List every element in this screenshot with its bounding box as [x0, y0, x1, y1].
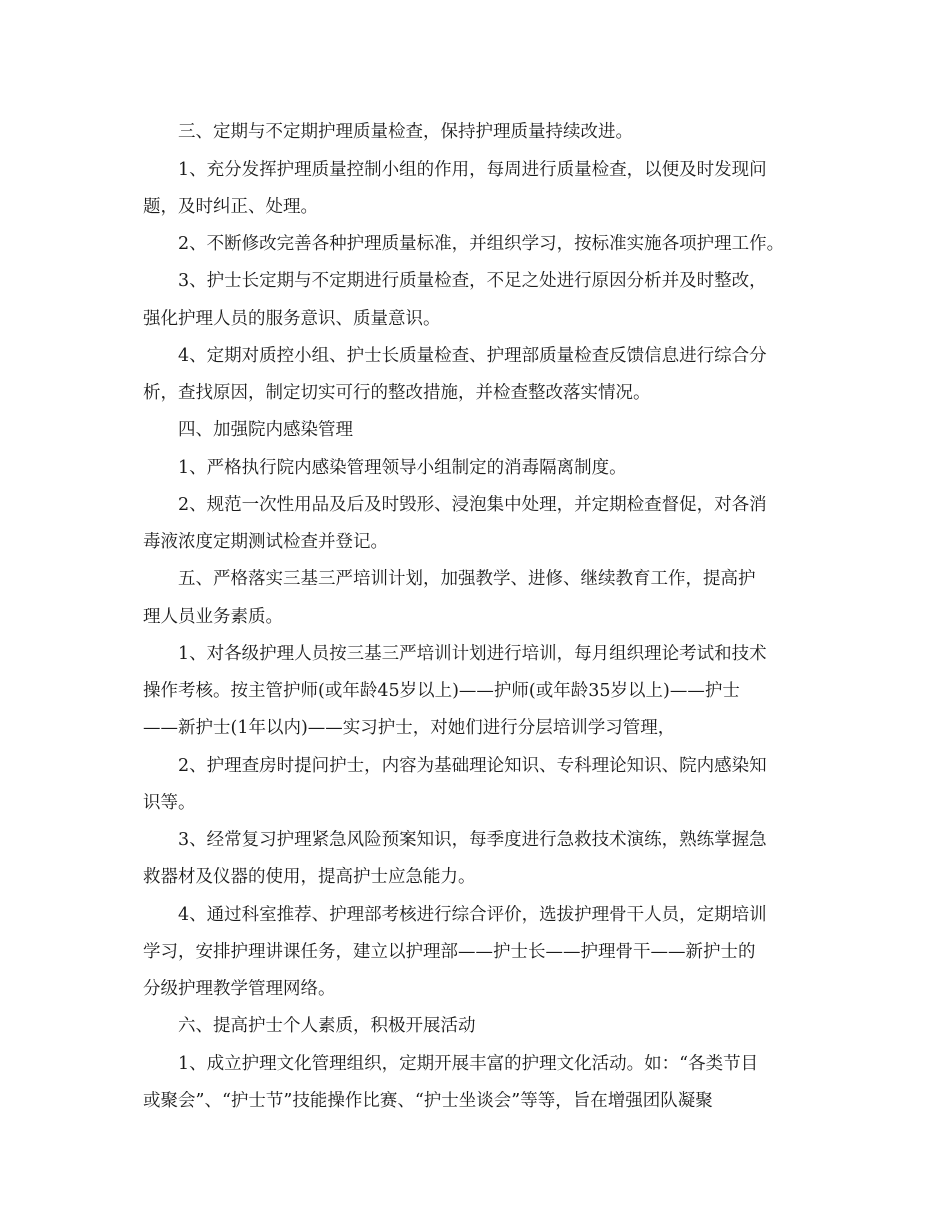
paragraph-line: 识等。	[143, 793, 196, 813]
paragraph-line: 2、护理查房时提问护士，内容为基础理论知识、专科理论知识、院内感染知	[178, 756, 767, 776]
paragraph-line: 3、经常复习护理紧急风险预案知识，每季度进行急救技术演练，熟练掌握急	[178, 830, 767, 850]
paragraph-line: 析，查找原因，制定切实可行的整改措施，并检查整改落实情况。	[143, 383, 651, 403]
paragraph-line: 4、通过科室推荐、护理部考核进行综合评价，选拔护理骨干人员，定期培训	[178, 905, 767, 925]
paragraph-line: 学习，安排护理讲课任务，建立以护理部——护士长——护理骨干——新护士的	[143, 942, 756, 962]
paragraph-line: 毒液浓度定期测试检查并登记。	[143, 532, 388, 552]
paragraph-line: 操作考核。按主管护师(或年龄45岁以上)——护师(或年龄35岁以上)——护士	[143, 681, 740, 701]
paragraph-line: 1、严格执行院内感染管理领导小组制定的消毒隔离制度。	[178, 458, 627, 478]
paragraph-line: 题，及时纠正、处理。	[143, 197, 318, 217]
paragraph-line: 3、护士长定期与不定期进行质量检查，不足之处进行原因分析并及时整改，	[178, 271, 767, 291]
paragraph-line: 分级护理教学管理网络。	[143, 979, 336, 999]
section-heading: 五、严格落实三基三严培训计划，加强教学、进修、继续教育工作，提高护	[178, 569, 756, 589]
paragraph-line: 2、规范一次性用品及后及时毁形、浸泡集中处理，并定期检查督促，对各消	[178, 495, 767, 515]
paragraph-line: 或聚会”、“护士节”技能操作比赛、“护士坐谈会”等等，旨在增强团队凝聚	[143, 1091, 713, 1111]
paragraph-line: 1、成立护理文化管理组织，定期开展丰富的护理文化活动。如：“各类节目	[178, 1054, 759, 1074]
paragraph-line: 强化护理人员的服务意识、质量意识。	[143, 309, 441, 329]
paragraph-line: 救器材及仪器的使用，提高护士应急能力。	[143, 867, 476, 887]
paragraph-line: 1、对各级护理人员按三基三严培训计划进行培训，每月组织理论考试和技术	[178, 644, 767, 664]
paragraph-line: 2、不断修改完善各种护理质量标准，并组织学习，按标准实施各项护理工作。	[178, 234, 785, 254]
section-heading: 四、加强院内感染管理	[178, 420, 353, 440]
paragraph-line: 1、充分发挥护理质量控制小组的作用，每周进行质量检查，以便及时发现问	[178, 160, 767, 180]
section-heading: 六、提高护士个人素质，积极开展活动	[178, 1016, 476, 1036]
paragraph-line: ——新护士(1年以内)——实习护士，对她们进行分层培训学习管理，	[143, 718, 676, 738]
paragraph-line: 4、定期对质控小组、护士长质量检查、护理部质量检查反馈信息进行综合分	[178, 346, 767, 366]
section-heading: 理人员业务素质。	[143, 607, 283, 627]
section-heading: 三、定期与不定期护理质量检查，保持护理质量持续改进。	[178, 122, 633, 142]
